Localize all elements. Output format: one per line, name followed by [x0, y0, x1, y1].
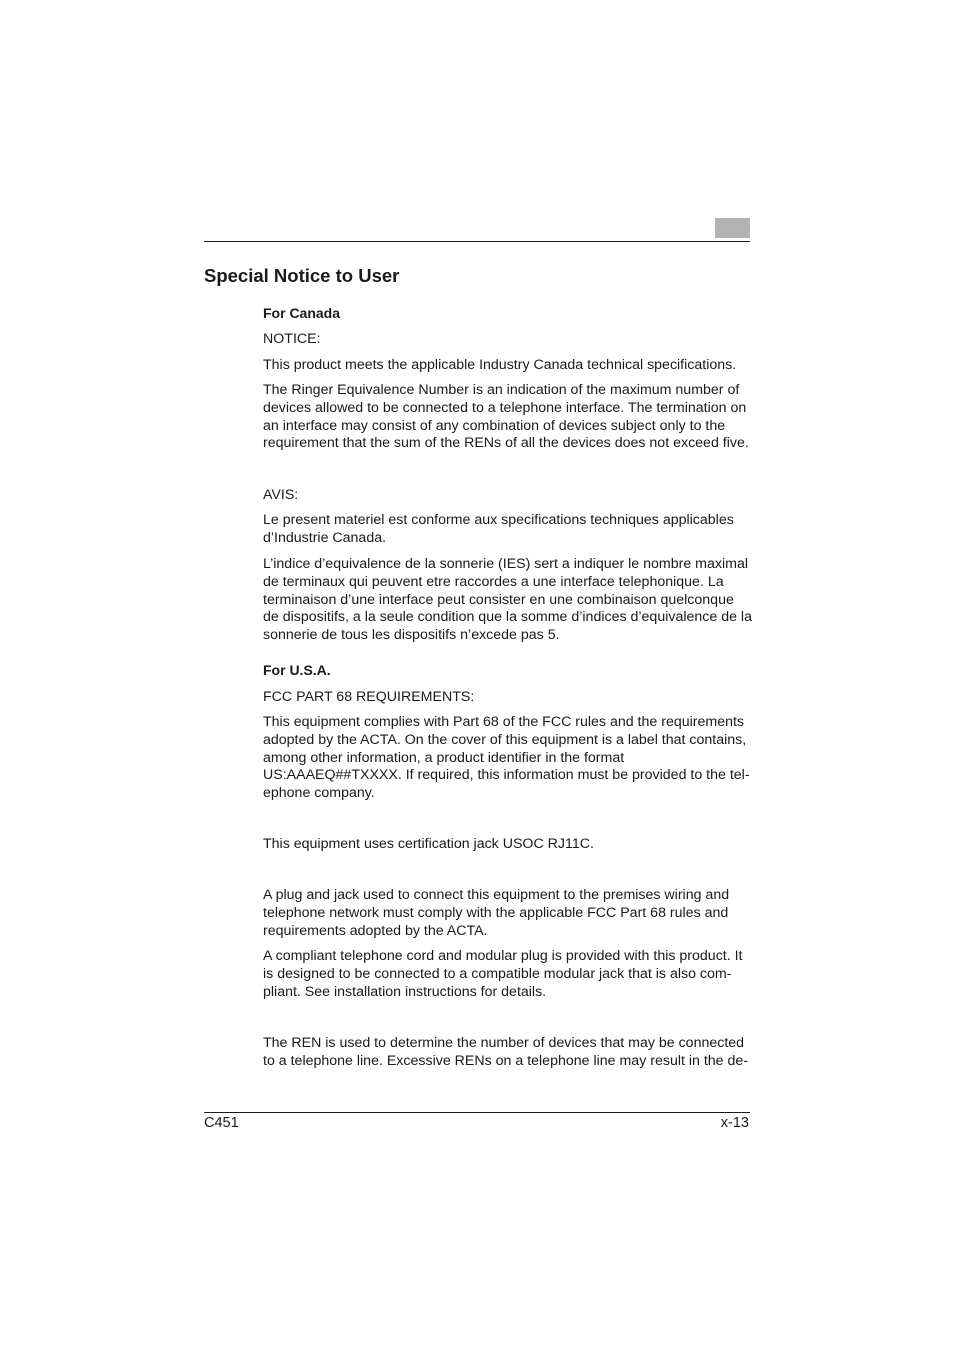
usa-paragraph-5: The REN is used to determine the number of devices that may be connected to a telephone line. Excessive RENs on a telephone line may result in the de-	[263, 1035, 749, 1069]
footer-rule	[204, 1112, 750, 1113]
section-heading-canada: For Canada	[263, 305, 341, 321]
usa-paragraph-3: A plug and jack used to connect this equipment to the premises wiring and telephone network must comply with the applicable FCC Part 68 rules and requirements adopted by the ACTA.	[263, 887, 730, 939]
usa-paragraph-1: This equipment complies with Part 68 of the FCC rules and the requirements adopted by the ACTA. On the cover of this equipment is a label that contains, among other information, a product identifier in the format US:AAAEQ##TXXXX. If required, this information must be provided to the tel-ephone company.	[263, 714, 750, 802]
fcc-label: FCC PART 68 REQUIREMENTS:	[263, 689, 475, 705]
canada-paragraph-1: This product meets the applicable Industry Canada technical specifications.	[263, 357, 737, 373]
avis-label: AVIS:	[263, 487, 299, 503]
canada-paragraph-2: The Ringer Equivalence Number is an indication of the maximum number of devices allowed to be connected to a telephone interface. The termination on an interface may consist of any combination of devices subject only to the requirement that the sum of the RENs of all the devices does not exceed five.	[263, 382, 749, 452]
page-title: Special Notice to User	[204, 265, 400, 286]
section-heading-usa: For U.S.A.	[263, 662, 331, 678]
canada-paragraph-3: Le present materiel est conforme aux specifications techniques applicables d’Industrie Canada.	[263, 512, 734, 546]
header-rule	[204, 241, 750, 242]
canada-paragraph-4: L’indice d’equivalence de la sonnerie (IES) sert a indiquer le nombre maximal de terminaux qui peuvent etre raccordes a une interface telephonique. La terminaison d’une interface peut consister en une combinaison quelconque de dispositifs, a la seule condition que la somme d’indices d’equivalence de la sonnerie de tous les dispositifs n’excede pas 5.	[263, 556, 752, 644]
usa-paragraph-2: This equipment uses certification jack USOC RJ11C.	[263, 836, 594, 852]
footer-page-number: x-13	[720, 1115, 749, 1131]
notice-label: NOTICE:	[263, 331, 321, 347]
usa-paragraph-4: A compliant telephone cord and modular plug is provided with this product. It is designed to be connected to a compatible modular jack that is also com-pliant. See installation instructions for details.	[263, 948, 743, 1000]
header-tab-marker	[715, 218, 750, 238]
footer-model: C451	[204, 1115, 239, 1131]
